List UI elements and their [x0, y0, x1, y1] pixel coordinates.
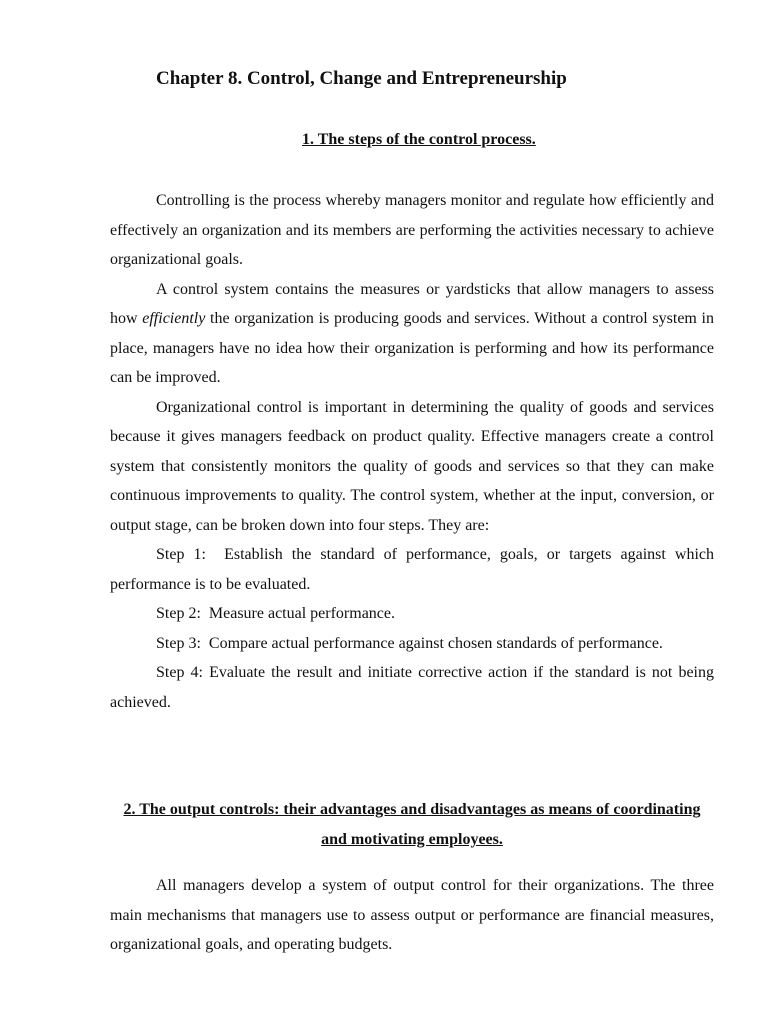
step-1 — [110, 540, 714, 599]
step-label: Step 3: — [156, 634, 209, 652]
section-2-body — [110, 871, 714, 960]
step-label: Step 1: — [156, 546, 225, 563]
step-text: Evaluate the result and initiate corrective action if the standard is not being achieved. — [110, 664, 715, 711]
section-1-body — [110, 186, 714, 717]
step-label: Step 2: — [156, 605, 209, 622]
paragraph-output-control: All managers develop a system of output control for their organizations. The three main mechanisms that managers use to assess output or performance are financial measures, organizational goals, and operating budgets. — [110, 877, 714, 953]
paragraph-controlling-definition: Controlling is the process whereby managers monitor and regulate how efficiently and effectively an organization and its members are performing the activities necessary to achieve organizational goals. — [110, 192, 714, 268]
step-label: Step 4: — [156, 664, 210, 681]
step-text: Compare actual performance against chosen standards of performance. — [208, 634, 663, 652]
step-4 — [110, 658, 714, 717]
section-1-heading: 1. The steps of the control process. — [302, 131, 536, 148]
step-text: Measure actual performance. — [208, 605, 396, 622]
paragraph-text: A control system contains the measures or yardsticks that allow managers to assess how — [110, 280, 714, 327]
chapter-title: Chapter 8. Control, Change and Entrepreneurship — [156, 68, 567, 89]
section-2-heading: 2. The output controls: their advantages and disadvantages as means of coordinating and motivating employees. — [123, 801, 701, 848]
paragraph-text: the organization is producing goods and services. Without a control system in place, managers have no idea how their organization is performing and how its performance can be improved. — [110, 310, 715, 386]
paragraph-control-system — [110, 275, 714, 393]
step-text: Establish the standard of performance, goals, or targets against which performance is to be evaluated. — [110, 546, 715, 593]
step-3 — [110, 629, 714, 659]
step-2 — [110, 599, 714, 629]
emphasized-word: efficiently — [142, 310, 206, 327]
paragraph-organizational-control: Organizational control is important in determining the quality of goods and services because it gives managers feedback on product quality. Effective managers create a control system that consistently monitors the quality of goods and services so that they can make continuous improvements to quality. The control system, whether at the input, conversion, or output stage, can be broken down into four steps. They are: — [110, 398, 714, 534]
